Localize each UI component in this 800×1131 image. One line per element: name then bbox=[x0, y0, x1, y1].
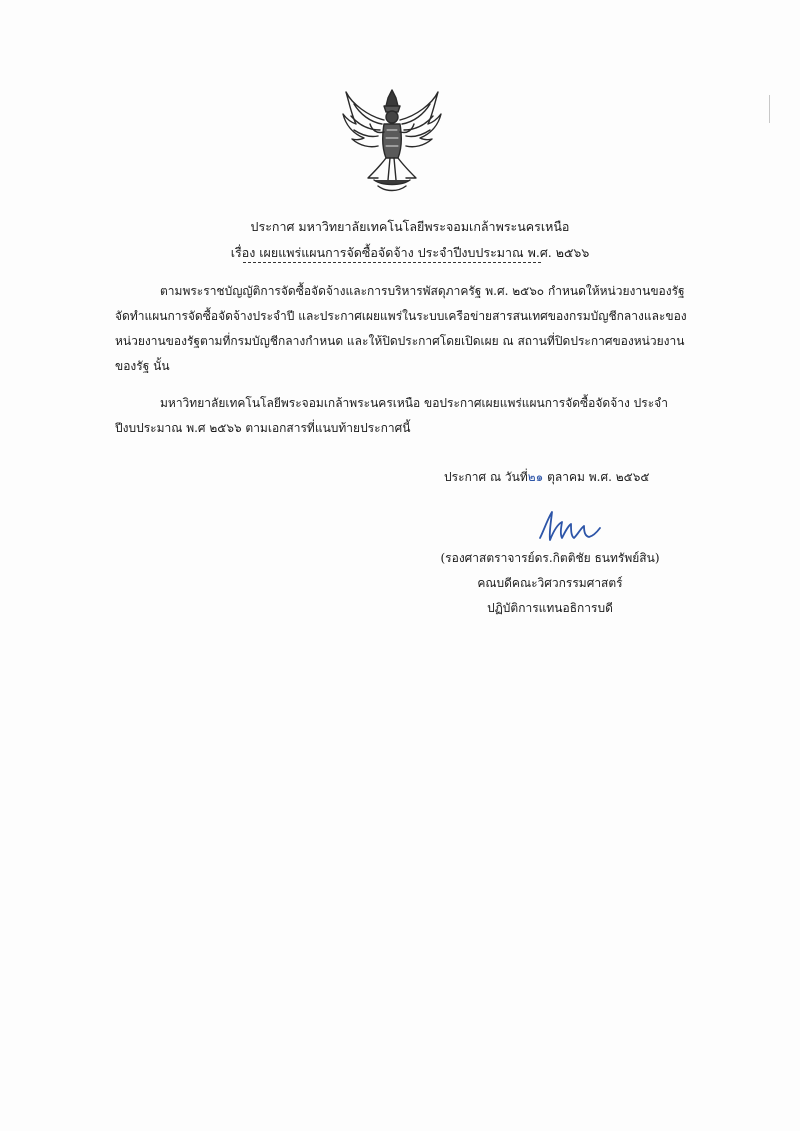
date-day-handwritten: ๒๑ bbox=[527, 470, 544, 484]
signatory-name: (รองศาสตราจารย์ดร.กิตติชัย ธนทรัพย์สิน) bbox=[440, 551, 660, 565]
announcement-title: ประกาศ มหาวิทยาลัยเทคโนโลยีพระจอมเกล้าพระนครเหนือ bbox=[250, 219, 570, 234]
date-prefix: ประกาศ ณ วันที่ bbox=[444, 470, 528, 484]
signatory-acting-role: ปฏิบัติการแทนอธิการบดี bbox=[487, 601, 613, 615]
signature-block bbox=[420, 546, 680, 621]
paragraph1-line2: จัดทำแผนการจัดซื้อจัดจ้างประจำปี และประกาศเผยแพร่ในระบบเครือข่ายสารสนเทศของกรมบัญชีกลางและของ bbox=[115, 309, 687, 323]
date-month-year: ตุลาคม พ.ศ. ๒๕๖๕ bbox=[543, 470, 650, 484]
handwritten-signature-icon bbox=[534, 508, 604, 546]
paragraph1-line4: ของรัฐ นั้น bbox=[115, 359, 170, 373]
scan-edge-mark bbox=[769, 95, 770, 123]
garuda-emblem-icon bbox=[338, 86, 446, 196]
signatory-position: คณบดีคณะวิศวกรรมศาสตร์ bbox=[477, 576, 623, 590]
paragraph2-line1: มหาวิทยาลัยเทคโนโลยีพระจอมเกล้าพระนครเหนือ ขอประกาศเผยแพร่แผนการจัดซื้อจัดจ้าง ประจำ bbox=[160, 396, 668, 410]
announcement-subject: เรื่อง เผยแพร่แผนการจัดซื้อจัดจ้าง ประจำปีงบประมาณ พ.ศ. ๒๕๖๖ bbox=[230, 245, 590, 260]
announcement-date bbox=[444, 465, 649, 490]
paragraph2-line2: ปีงบประมาณ พ.ศ ๒๕๖๖ ตามเอกสารที่แนบท้ายประกาศนี้ bbox=[115, 421, 411, 435]
title-dashed-divider bbox=[243, 262, 541, 263]
announcement-header bbox=[150, 214, 670, 266]
paragraph1-line3: หน่วยงานของรัฐตามที่กรมบัญชีกลางกำหนด และให้ปิดประกาศโดยเปิดเผย ณ สถานที่ปิดประกาศของหน่วยงาน bbox=[115, 334, 685, 348]
paragraph1-line1: ตามพระราชบัญญัติการจัดซื้อจัดจ้างและการบริหารพัสดุภาครัฐ พ.ศ. ๒๕๖๐ กำหนดให้หน่วยงานของรัฐ bbox=[160, 284, 685, 298]
